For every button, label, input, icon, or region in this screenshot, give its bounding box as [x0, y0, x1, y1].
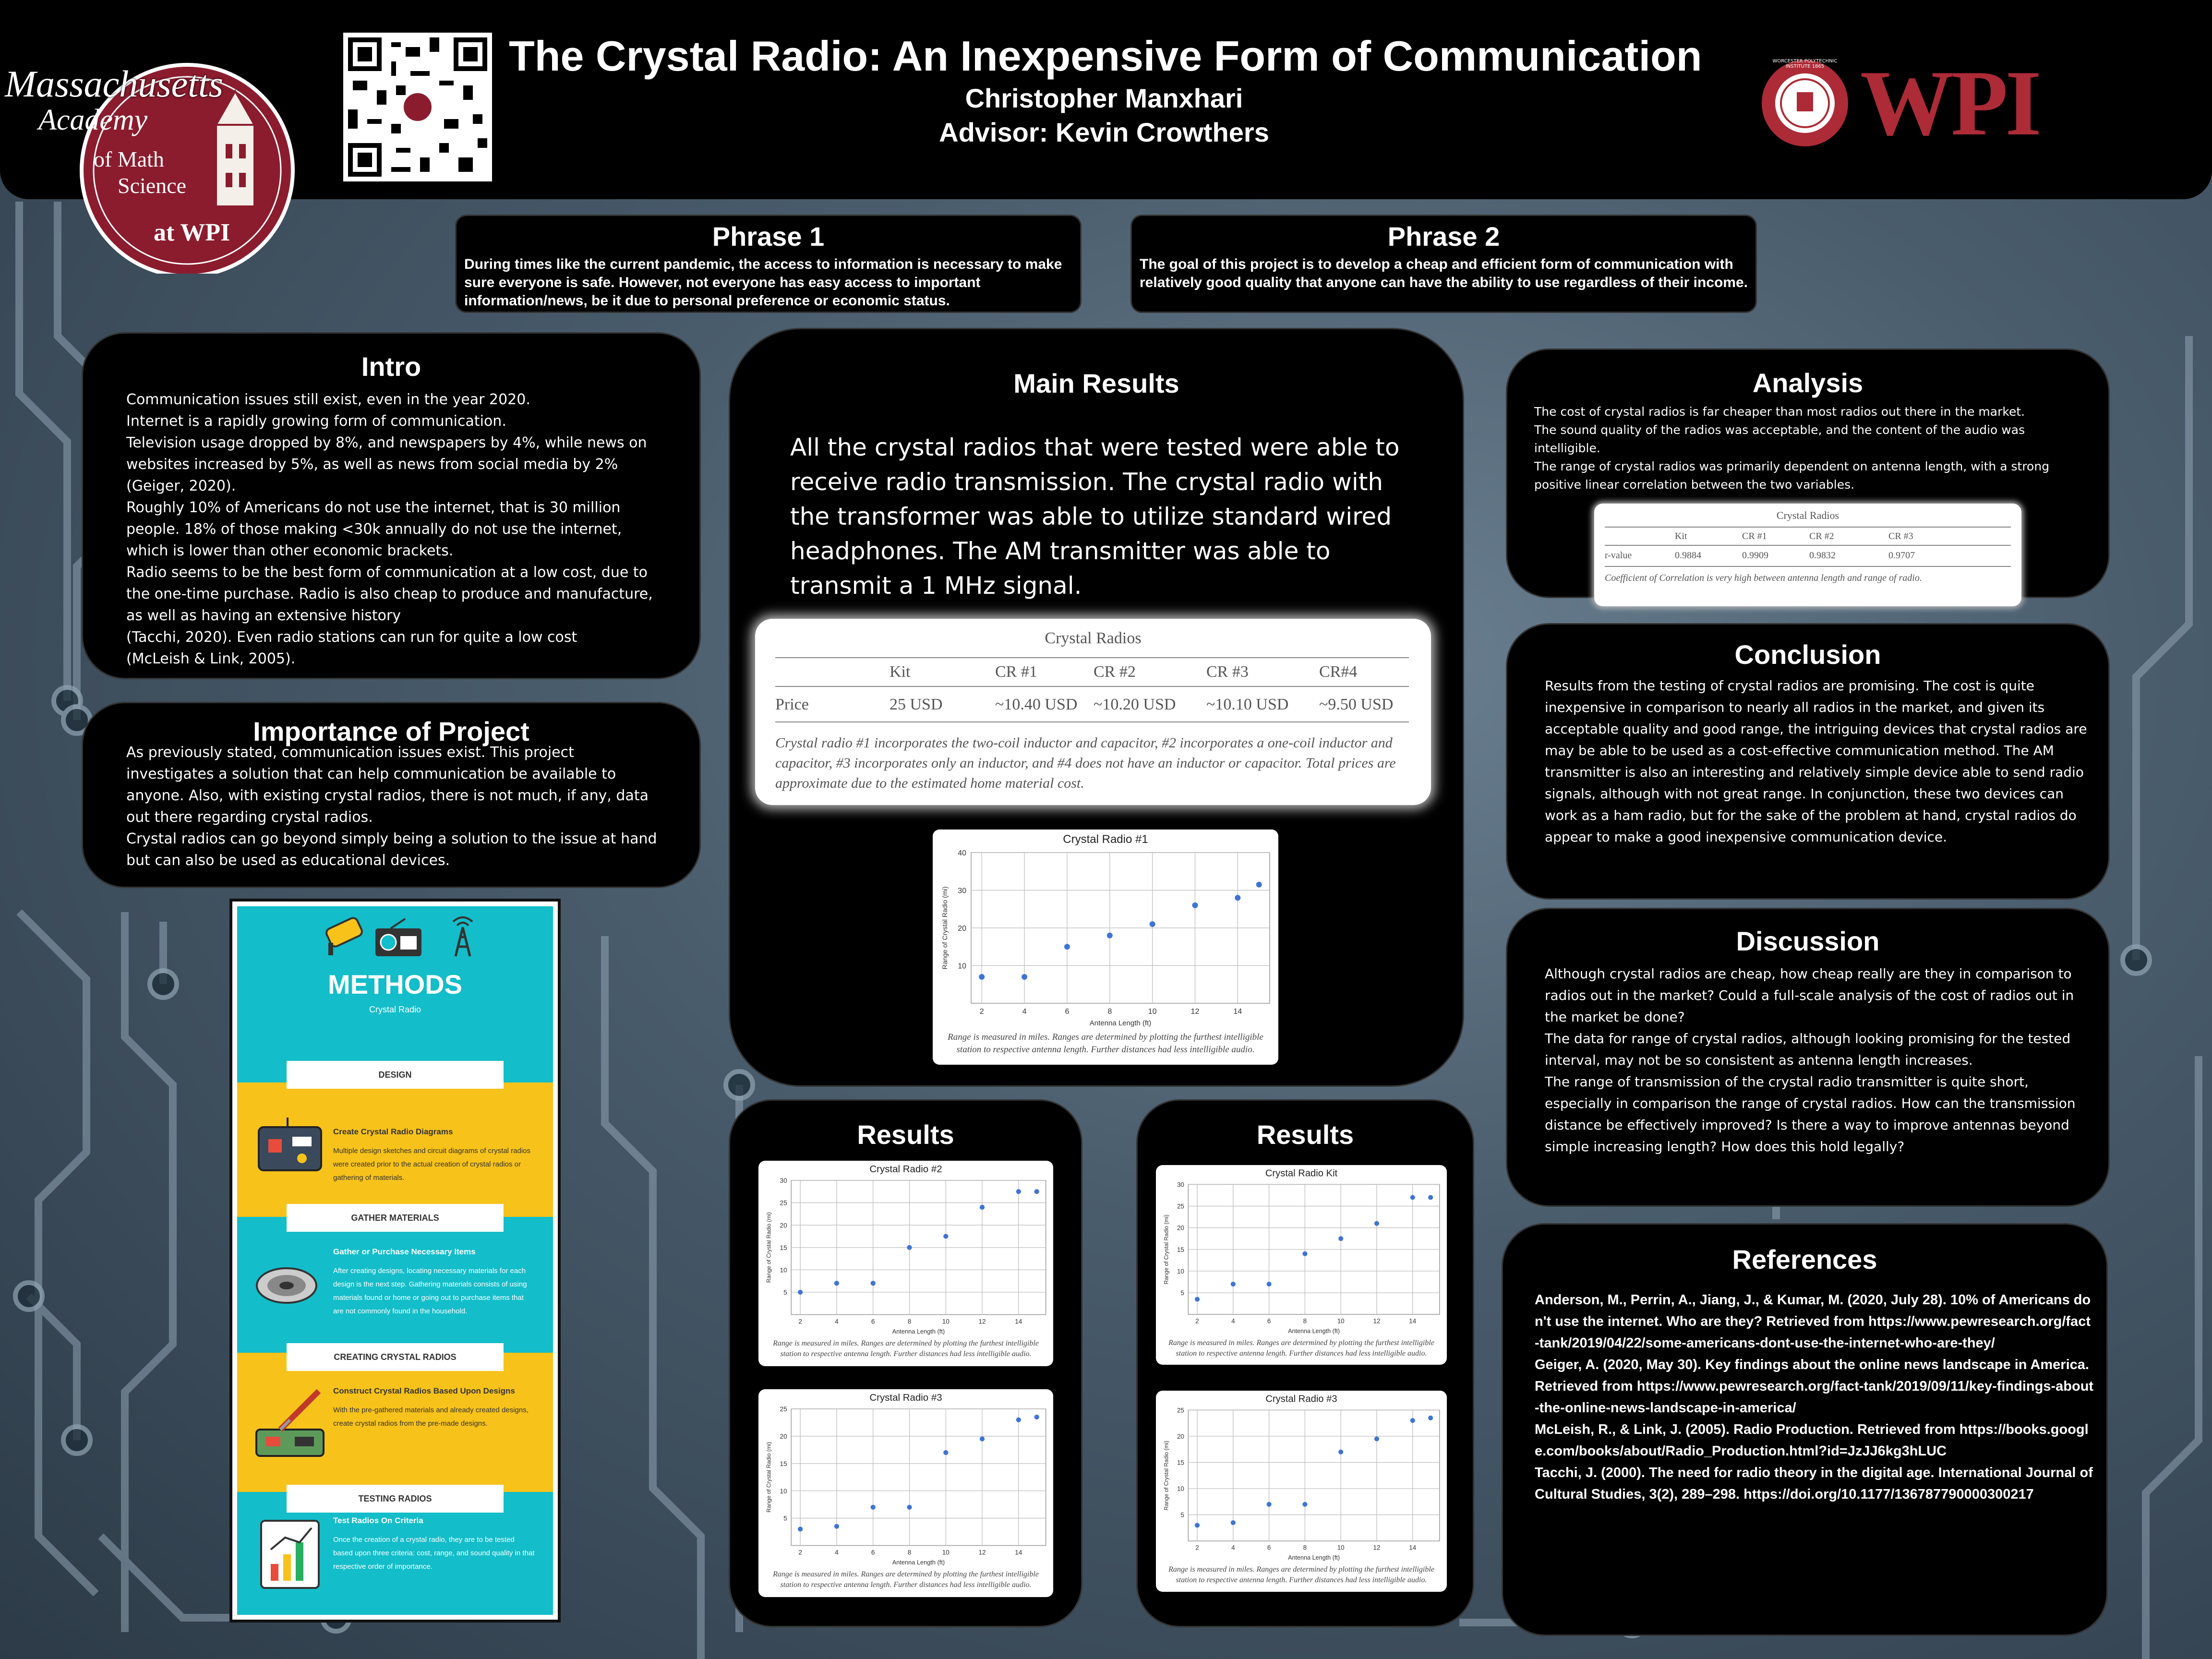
data-point [1338, 1236, 1343, 1241]
report-chart-icon [256, 1516, 324, 1593]
y-tick-label: 10 [780, 1487, 787, 1495]
intro-line: (McLeish & Link, 2005). [126, 650, 296, 667]
data-point [1022, 974, 1027, 980]
data-point [1428, 1416, 1433, 1420]
y-tick-label: 20 [780, 1222, 787, 1229]
data-point [943, 1234, 948, 1238]
data-point [871, 1505, 876, 1510]
methods-label-testing: TESTING RADIOS [287, 1485, 504, 1513]
data-point [1428, 1195, 1433, 1200]
rvalue-row-label: r-value [1605, 550, 1632, 561]
x-tick-label: 12 [978, 1549, 986, 1556]
methods-title: METHODS [328, 969, 462, 999]
plot-card-kit [1156, 1165, 1447, 1365]
x-tick-label: 14 [1015, 1549, 1022, 1556]
importance-line: As previously stated, communication issues exist. This project investigates a solution that can help communication be available to anyone. Also, with existing crystal radios, there is not much, if any, data out there regarding crystal radios. [126, 744, 649, 826]
rvalue-table-caption: Crystal Radios [1776, 509, 1839, 521]
plot-caption: Range is measured in miles. Ranges are determined by plotting the furthest intelligible station to respective antenna length. Further distances had less intelligible audio. [773, 1339, 1039, 1358]
data-point [1231, 1282, 1236, 1286]
data-point [980, 1205, 985, 1210]
cost-table-cell: ~9.50 USD [1319, 696, 1394, 713]
y-tick-label: 10 [780, 1266, 787, 1274]
x-tick-label: 4 [835, 1318, 839, 1325]
methods-inner [237, 906, 553, 1615]
rvalue-table-card [1594, 504, 2021, 606]
intro-line: Radio seems to be the best form of communication at a low cost, due to the one-time purchase. Radio is also cheap to produce and manufacture, as well as having an extensive history [126, 564, 653, 624]
methods-text-gather: After creating designs, locating necessary materials for each design is the next step. Gathering materials consists of using materials found or home or going out to purchase items that are not commonly found in the household. [333, 1267, 527, 1315]
plot-card-cr2 [758, 1161, 1053, 1366]
x-tick-label: 2 [979, 1008, 984, 1016]
y-tick-label: 25 [780, 1406, 787, 1413]
wire-spool-icon [251, 1262, 323, 1310]
cost-table-header-cr4: CR#4 [1319, 663, 1358, 681]
x-tick-label: 12 [978, 1318, 986, 1325]
x-tick-label: 8 [1303, 1544, 1307, 1551]
x-tick-label: 8 [1107, 1008, 1112, 1016]
x-tick-label: 14 [1409, 1544, 1417, 1551]
x-tick-label: 6 [871, 1549, 875, 1556]
x-tick-label: 2 [1195, 1544, 1199, 1551]
conclusion-title: Conclusion [1734, 639, 1881, 670]
chart-title: Crystal Radio #3 [869, 1392, 942, 1403]
data-point [834, 1524, 839, 1529]
cost-table-cell: ~10.40 USD [995, 696, 1078, 713]
rvalue-header-cr1: CR #1 [1742, 531, 1767, 541]
x-tick-label: 10 [1337, 1317, 1345, 1325]
y-tick-label: 10 [1177, 1267, 1184, 1275]
rvalue-cell: 0.9909 [1742, 550, 1768, 561]
mams-logo-line1: Massachusetts [5, 63, 223, 105]
data-point [1150, 921, 1155, 927]
plot-caption: Range is measured in miles. Ranges are determined by plotting the furthest intelligible station to respective antenna length. Further distances had less intelligible audio. [773, 1570, 1039, 1589]
data-point [1374, 1221, 1379, 1226]
x-axis-label: Antenna Length (ft) [892, 1327, 945, 1335]
radio-icon [375, 919, 421, 956]
y-tick-label: 15 [1177, 1246, 1184, 1253]
analysis-line: The range of crystal radios was primarily dependent on antenna length, with a strong positive linear correlation between the two variables. [1534, 459, 2050, 492]
results-right-title: Results [1256, 1119, 1354, 1150]
scatter-chart-kit [1156, 1165, 1447, 1338]
phrase2-panel [1130, 215, 1757, 313]
x-tick-label: 8 [907, 1318, 912, 1325]
intro-line: (Tacchi, 2020). Even radio stations can run for quite a low cost [126, 629, 577, 646]
references-list [1535, 1289, 2094, 1505]
discussion-title: Discussion [1736, 926, 1880, 956]
wpi-wordmark: WPI [1860, 51, 2039, 155]
data-point [1410, 1195, 1415, 1200]
y-tick-label: 20 [1177, 1224, 1184, 1232]
cost-table-rule-bottom [775, 721, 1409, 722]
analysis-title: Analysis [1752, 368, 1863, 398]
scatter-chart-cr1 [933, 830, 1278, 1031]
importance-body [126, 742, 659, 871]
tape-icon [325, 916, 363, 955]
discussion-panel [1506, 908, 2110, 1207]
data-point [1338, 1450, 1343, 1455]
reference-item: Tacchi, J. (2000). The need for radio theory in the digital age. International Journal of Cultural Studies, 3(2), 289–298. https://doi.org/10.1177/136787790000300217 [1535, 1465, 2093, 1502]
x-tick-label: 8 [907, 1549, 912, 1556]
antenna-tower-icon [453, 917, 472, 956]
rvalue-header-cr2: CR #2 [1809, 531, 1834, 541]
reference-item: Geiger, A. (2020, May 30). Key findings about the online news landscape in America. Retrieved from https://www.pewresearch.org/fact-tank/2019/09/11/key-findings-about-the-online-news-landscape-in-america/ [1535, 1357, 2094, 1416]
y-axis-label: Range of Crystal Radio (mi) [941, 886, 949, 970]
reference-item: Anderson, M., Perrin, A., Jiang, J., & Kumar, M. (2020, July 28). 10% of Americans don't use the internet. Who are they? Retrieved from https://www.pewresearch.org/fact-tank/2019/04/22/some-americans-dont-use-the-internet-who-are-they/ [1535, 1292, 2091, 1351]
y-tick-label: 20 [1177, 1433, 1184, 1441]
x-tick-label: 4 [1231, 1544, 1235, 1551]
intro-title: Intro [361, 351, 421, 382]
data-point [979, 974, 985, 980]
data-point [1267, 1502, 1272, 1507]
data-point [1256, 882, 1262, 888]
y-tick-label: 25 [780, 1199, 787, 1207]
mams-logo-line4: Science [118, 173, 187, 198]
data-point [871, 1281, 876, 1286]
data-point [798, 1290, 803, 1295]
y-axis-label: Range of Crystal Radio (mi) [765, 1442, 772, 1513]
references-panel [1502, 1223, 2108, 1636]
intro-line: Television usage dropped by 8%, and newspapers by 4%, while news on websites increased by 5%, as well as news from social media by 2% (Geiger, 2020). [126, 434, 647, 494]
y-tick-label: 5 [783, 1515, 787, 1522]
y-tick-label: 25 [1177, 1407, 1184, 1414]
methods-text-creating: With the pre-gathered materials and already created designs, create crystal radios from the pre-made designs. [333, 1406, 529, 1428]
chart-title: Crystal Radio Kit [1265, 1168, 1338, 1179]
plot-area [791, 1409, 1046, 1546]
discussion-line: The range of transmission of the crystal radio transmitter is quite short, especially in comparison the range of crystal radios. How can the transmission distance be effectively improved? Is there a way to improve antennas beyond simple increasing length? How does this hold legally? [1545, 1074, 2076, 1154]
mams-logo-line2: Academy [38, 104, 148, 136]
x-tick-label: 10 [1148, 1008, 1157, 1016]
data-point [1410, 1418, 1415, 1423]
methods-label-design: DESIGN [287, 1061, 504, 1089]
intro-body [126, 389, 659, 670]
author-name: Christopher Manxhari [965, 83, 1243, 113]
discussion-line: Although crystal radios are cheap, how cheap really are they in comparison to radios out in the market? Could a full-scale analysis of the cost of radios out in the market be done? [1545, 966, 2074, 1025]
x-axis-label: Antenna Length (ft) [1089, 1019, 1152, 1027]
intro-line: Communication issues still exist, even in the year 2020. [126, 391, 530, 408]
x-tick-label: 12 [1190, 1008, 1200, 1016]
plot-card-cr1 [933, 830, 1278, 1065]
rvalue-header-cr3: CR #3 [1888, 531, 1913, 541]
importance-line: Crystal radios can go beyond simply being a solution to the issue at hand but can also be used as educational devices. [126, 830, 657, 869]
wpi-logo [1759, 51, 2081, 155]
data-point [1016, 1418, 1021, 1422]
main-results-text: All the crystal radios that were tested were able to receive radio transmission. The crystal radio with the transformer was able to utilize standard wired headphones. The AM transmitter was able to transmit a 1 MHz signal. [790, 433, 1400, 600]
data-point [1034, 1189, 1039, 1194]
plot-caption: Range is measured in miles. Ranges are determined by plotting the furthest intelligible station to respective antenna length. Further distances had less intelligible audio. [1168, 1339, 1434, 1358]
y-axis-label: Range of Crystal Radio (mi) [765, 1212, 772, 1283]
data-point [980, 1436, 985, 1441]
x-tick-label: 14 [1015, 1318, 1022, 1325]
x-tick-label: 8 [1303, 1317, 1307, 1325]
x-tick-label: 10 [1337, 1544, 1345, 1551]
plot-caption: Range is measured in miles. Ranges are determined by plotting the furthest intelligible station to respective antenna length. Further distances had less intelligible audio. [948, 1032, 1263, 1055]
phrase1-text: During times like the current pandemic, the access to information is necessary to make sure everyone is safe. However, not everyone has easy access to important information/news, be it due to personal preference or economic status. [464, 256, 1062, 309]
cost-table-row-label: Price [775, 696, 809, 713]
x-tick-label: 10 [942, 1549, 950, 1556]
results-left-title: Results [857, 1119, 954, 1150]
wpi-seal [1759, 58, 1851, 149]
intro-line: Roughly 10% of Americans do not use the internet, that is 30 million people. 18% of those making <30k annually do not use the internet, which is lower than other economic brackets. [126, 499, 622, 559]
data-point [943, 1450, 948, 1455]
data-point [1231, 1520, 1236, 1525]
soldering-icon [252, 1386, 328, 1463]
x-tick-label: 6 [1065, 1008, 1070, 1016]
data-point [1034, 1415, 1039, 1419]
mams-logo-line5: at WPI [154, 219, 230, 246]
mams-logo [5, 53, 350, 274]
y-tick-label: 10 [1177, 1485, 1184, 1493]
phrase2-title: Phrase 2 [1387, 221, 1500, 252]
methods-subtitle: Crystal Radio [369, 1005, 421, 1014]
methods-text-design: Multiple design sketches and circuit diagrams of crystal radios were created prior to the actual creation of crystal radios or gathering of materials. [333, 1147, 531, 1182]
y-tick-label: 30 [1177, 1181, 1184, 1189]
x-tick-label: 6 [871, 1318, 875, 1325]
x-tick-label: 2 [798, 1318, 802, 1325]
cost-table-rule-top [775, 657, 1409, 658]
mams-logo-line3: of Math [94, 147, 164, 171]
cost-table-card [755, 619, 1431, 805]
methods-label-creating: CREATING CRYSTAL RADIOS [287, 1343, 504, 1371]
cost-table-header-cr2: CR #2 [1094, 663, 1136, 681]
x-axis-label: Antenna Length (ft) [1288, 1327, 1340, 1334]
analysis-body [1534, 403, 2091, 494]
advisor-name: Advisor: Kevin Crowthers [939, 117, 1269, 147]
methods-heading-creating: Construct Crystal Radios Based Upon Designs [333, 1386, 515, 1395]
data-point [907, 1245, 912, 1250]
data-point [1302, 1251, 1307, 1256]
x-axis-label: Antenna Length (ft) [892, 1558, 945, 1566]
references-title: References [1732, 1244, 1877, 1274]
discussion-line: The data for range of crystal radios, although looking promising for the tested interval, may not be so consistent as antenna length increases. [1545, 1031, 2071, 1068]
y-axis-label: Range of Crystal Radio (mi) [1163, 1441, 1170, 1511]
methods-icons [319, 913, 482, 961]
scatter-chart-cr3-right [1156, 1391, 1447, 1564]
rvalue-table-rule-top [1605, 527, 2011, 528]
x-tick-label: 14 [1233, 1008, 1242, 1016]
phrase2-text: The goal of this project is to develop a cheap and efficient form of communication with relatively good quality that anyone can have the ability to use regardless of their income. [1140, 256, 1748, 290]
cost-table-cell: ~10.10 USD [1206, 696, 1289, 713]
cost-table-caption: Crystal Radios [1045, 629, 1142, 647]
methods-infographic [229, 899, 561, 1623]
circuit-board-icon [254, 1118, 326, 1175]
x-tick-label: 4 [1231, 1317, 1235, 1325]
x-tick-label: 6 [1267, 1544, 1271, 1551]
data-point [907, 1505, 912, 1510]
phrase1-title: Phrase 1 [712, 221, 825, 252]
x-tick-label: 6 [1267, 1317, 1271, 1325]
reference-item: McLeish, R., & Link, J. (2005). Radio Production. Retrieved from https://books.google.com/books/about/Radio_Production.html?id=JzJJ6kg3hLUC [1535, 1422, 2089, 1459]
methods-heading-testing: Test Radios On Criteria [333, 1516, 423, 1525]
y-axis-label: Range of Crystal Radio (mi) [1163, 1214, 1170, 1285]
cost-table-cell: 25 USD [890, 696, 943, 713]
cost-table-header-cr1: CR #1 [995, 663, 1037, 681]
qr-code[interactable] [343, 33, 492, 181]
x-tick-label: 10 [942, 1318, 950, 1325]
x-tick-label: 4 [1022, 1008, 1027, 1016]
y-tick-label: 30 [780, 1177, 787, 1185]
x-tick-label: 4 [835, 1549, 839, 1556]
data-point [1235, 895, 1240, 901]
rvalue-header-kit: Kit [1675, 531, 1687, 541]
intro-panel [82, 332, 701, 679]
rvalue-table-rule-bottom [1605, 566, 2011, 567]
rvalue-cell: 0.9707 [1888, 550, 1915, 561]
plot-card-cr3-right [1156, 1391, 1447, 1592]
cost-table-cell: ~10.20 USD [1094, 696, 1176, 713]
plot-area [1188, 1410, 1440, 1541]
main-results-title: Main Results [1013, 368, 1179, 398]
discussion-body [1545, 963, 2092, 1157]
chart-title: Crystal Radio #2 [869, 1163, 942, 1175]
methods-heading-design: Create Crystal Radio Diagrams [333, 1127, 453, 1136]
rvalue-table-note: Coefficient of Correlation is very high between antenna length and range of radio. [1605, 573, 1922, 583]
importance-title: Importance of Project [253, 716, 529, 746]
conclusion-panel [1506, 623, 2110, 900]
y-tick-label: 15 [780, 1460, 787, 1467]
data-point [1064, 944, 1070, 950]
poster-title: The Crystal Radio: An Inexpensive Form of Communication [509, 32, 1702, 80]
data-point [1267, 1282, 1272, 1286]
data-point [798, 1527, 803, 1531]
methods-heading-gather: Gather or Purchase Necessary Items [333, 1247, 476, 1256]
chart-title: Crystal Radio #1 [1063, 833, 1148, 846]
data-point [834, 1281, 839, 1286]
x-tick-label: 14 [1409, 1317, 1417, 1325]
rvalue-cell: 0.9884 [1675, 550, 1701, 561]
x-tick-label: 12 [1373, 1317, 1381, 1325]
y-tick-label: 10 [958, 962, 966, 971]
analysis-line: The sound quality of the radios was acceptable, and the content of the audio was intelligible. [1534, 423, 2025, 455]
x-tick-label: 12 [1373, 1544, 1381, 1551]
data-point [1107, 933, 1113, 938]
rvalue-cell: 0.9832 [1809, 550, 1836, 561]
y-tick-label: 5 [1180, 1511, 1184, 1519]
plot-caption: Range is measured in miles. Ranges are determined by plotting the furthest intelligible station to respective antenna length. Further distances had less intelligible audio. [1168, 1565, 1434, 1584]
x-axis-label: Antenna Length (ft) [1288, 1554, 1340, 1561]
data-point [1192, 902, 1198, 908]
y-tick-label: 15 [1177, 1459, 1184, 1467]
scatter-chart-cr3-left [758, 1389, 1053, 1569]
x-tick-label: 2 [798, 1549, 802, 1556]
analysis-line: The cost of crystal radios is far cheaper than most radios out there in the market. [1534, 405, 2025, 419]
data-point [1195, 1523, 1200, 1527]
methods-text-testing: Once the creation of a crystal radio, they are to be tested based upon three criteria: cost, range, and sound quality in that respective order of importance. [333, 1536, 535, 1571]
y-tick-label: 5 [783, 1289, 787, 1297]
y-tick-label: 20 [958, 925, 966, 933]
phrase1-panel [455, 215, 1082, 313]
chart-title: Crystal Radio #3 [1265, 1394, 1337, 1405]
y-tick-label: 25 [1177, 1202, 1184, 1210]
data-point [1374, 1436, 1379, 1441]
plot-card-cr3-left [758, 1389, 1053, 1597]
y-tick-label: 20 [780, 1432, 787, 1440]
wpi-seal-text: WORCESTER POLYTECHNIC INSTITUTE 1865 [1772, 59, 1838, 69]
y-tick-label: 15 [780, 1244, 787, 1251]
data-point [1016, 1189, 1021, 1194]
scatter-chart-cr2 [758, 1161, 1053, 1338]
data-point [1195, 1297, 1200, 1302]
y-tick-label: 5 [1180, 1289, 1184, 1297]
x-tick-label: 2 [1195, 1317, 1199, 1325]
rvalue-table-rule-mid [1605, 545, 2011, 546]
cost-table-header-cr3: CR #3 [1206, 663, 1249, 681]
data-point [1302, 1502, 1307, 1507]
intro-line: Internet is a rapidly growing form of communication. [126, 413, 506, 430]
conclusion-text: Results from the testing of crystal radios are promising. The cost is quite inexpensive in comparison to nearly all radios in the market, and given its acceptable quality and good range, the intriguing devices that crystal radios are may be able to be used as a cost-effective communication method. The AM transmitter is also an interesting and relatively simple device able to send radio signals, although with not great range. In conjunction, these two devices can work as a ham radio, but for the sake of the problem at hand, crystal radios do appear to make a good inexpensive communication device. [1545, 678, 2087, 845]
cost-table-header-kit: Kit [890, 663, 911, 681]
y-tick-label: 30 [958, 887, 966, 895]
importance-panel [82, 702, 701, 888]
y-tick-label: 40 [958, 849, 966, 857]
cost-table-rule-mid [775, 686, 1409, 687]
methods-label-gather: GATHER MATERIALS [287, 1204, 504, 1232]
cost-table-note: Crystal radio #1 incorporates the two-coil inductor and capacitor, #2 incorporates a one-coil inductor and capacitor, #3 incorporates only an inductor, and #4 does not have an inductor or capacitor. Total prices are approximate due to the estimated home material cost. [775, 735, 1396, 791]
